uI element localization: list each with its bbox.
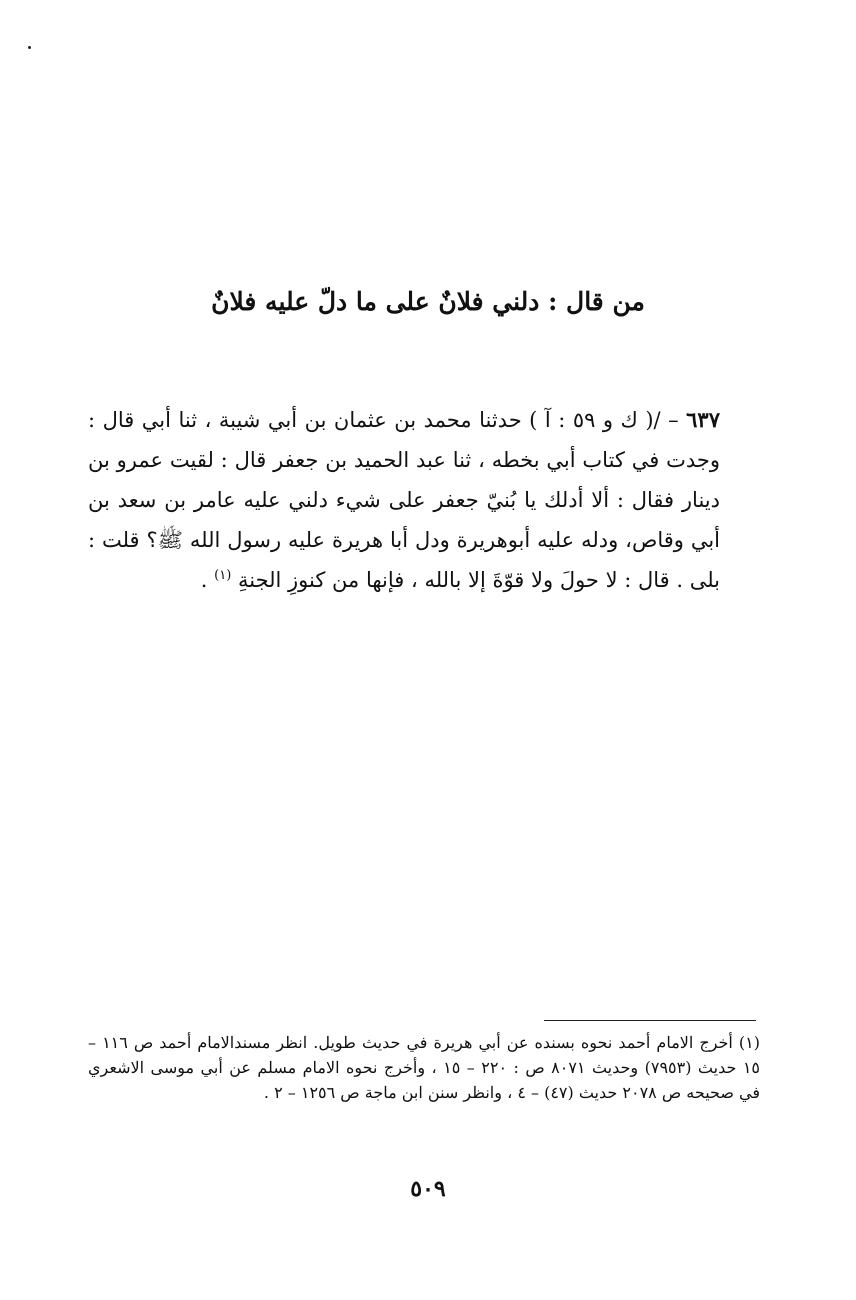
page-number: ٥٠٩ xyxy=(410,1176,446,1202)
footnote xyxy=(88,1030,760,1105)
footnote-text: (١) أخرج الامام أحمد نحوه بسنده عن أبي هريرة في حديث طويل. انظر مسندالامام أحمد ص ١١٦ – ١٥ حديث (٧٩٥٣) وحديث ٨٠٧١ ص : ٢٢٠ – ١٥ ، وأخرج نحوه الامام مسلم عن أبي موسى الاشعري في صحيحه ص ٢٠٧٨ حديث (٤٧) – ٤ ، وانظر سنن ابن ماجة ص ١٢٥٦ – ٢ . xyxy=(88,1033,761,1102)
hadith-number: ٦٣٧ xyxy=(686,407,720,432)
chapter-heading: من قال : دلني فلانٌ على ما دلّ عليه فلانٌ xyxy=(211,287,645,316)
footnote-divider xyxy=(544,1020,756,1021)
footnote-reference: (١) xyxy=(214,568,232,583)
hadith-text: – /( ك و ٥٩ : آ ) حدثنا محمد بن عثمان بن أبي شيبة ، ثنا أبي قال : وجدت في كتاب أبي بخطه ، ثنا عبد الحميد بن جعفر قال : لقيت عمرو بن دينار فقال : ألا أدلك يا بُنيّ جعفر على شيء دلني عليه عامر بن سعد بن أبي وقاص، ودله عليه أبوهريرة ودل أبا هريرة عليه رسول الله ﷺ؟ قلت : بلى . قال : لا حولَ ولا قوّةَ إلا بالله ، فإنها من كنوزِ الجنةِ xyxy=(88,408,720,592)
hadith-paragraph xyxy=(88,400,720,600)
print-speck xyxy=(28,46,31,49)
hadith-end: . xyxy=(200,568,215,592)
